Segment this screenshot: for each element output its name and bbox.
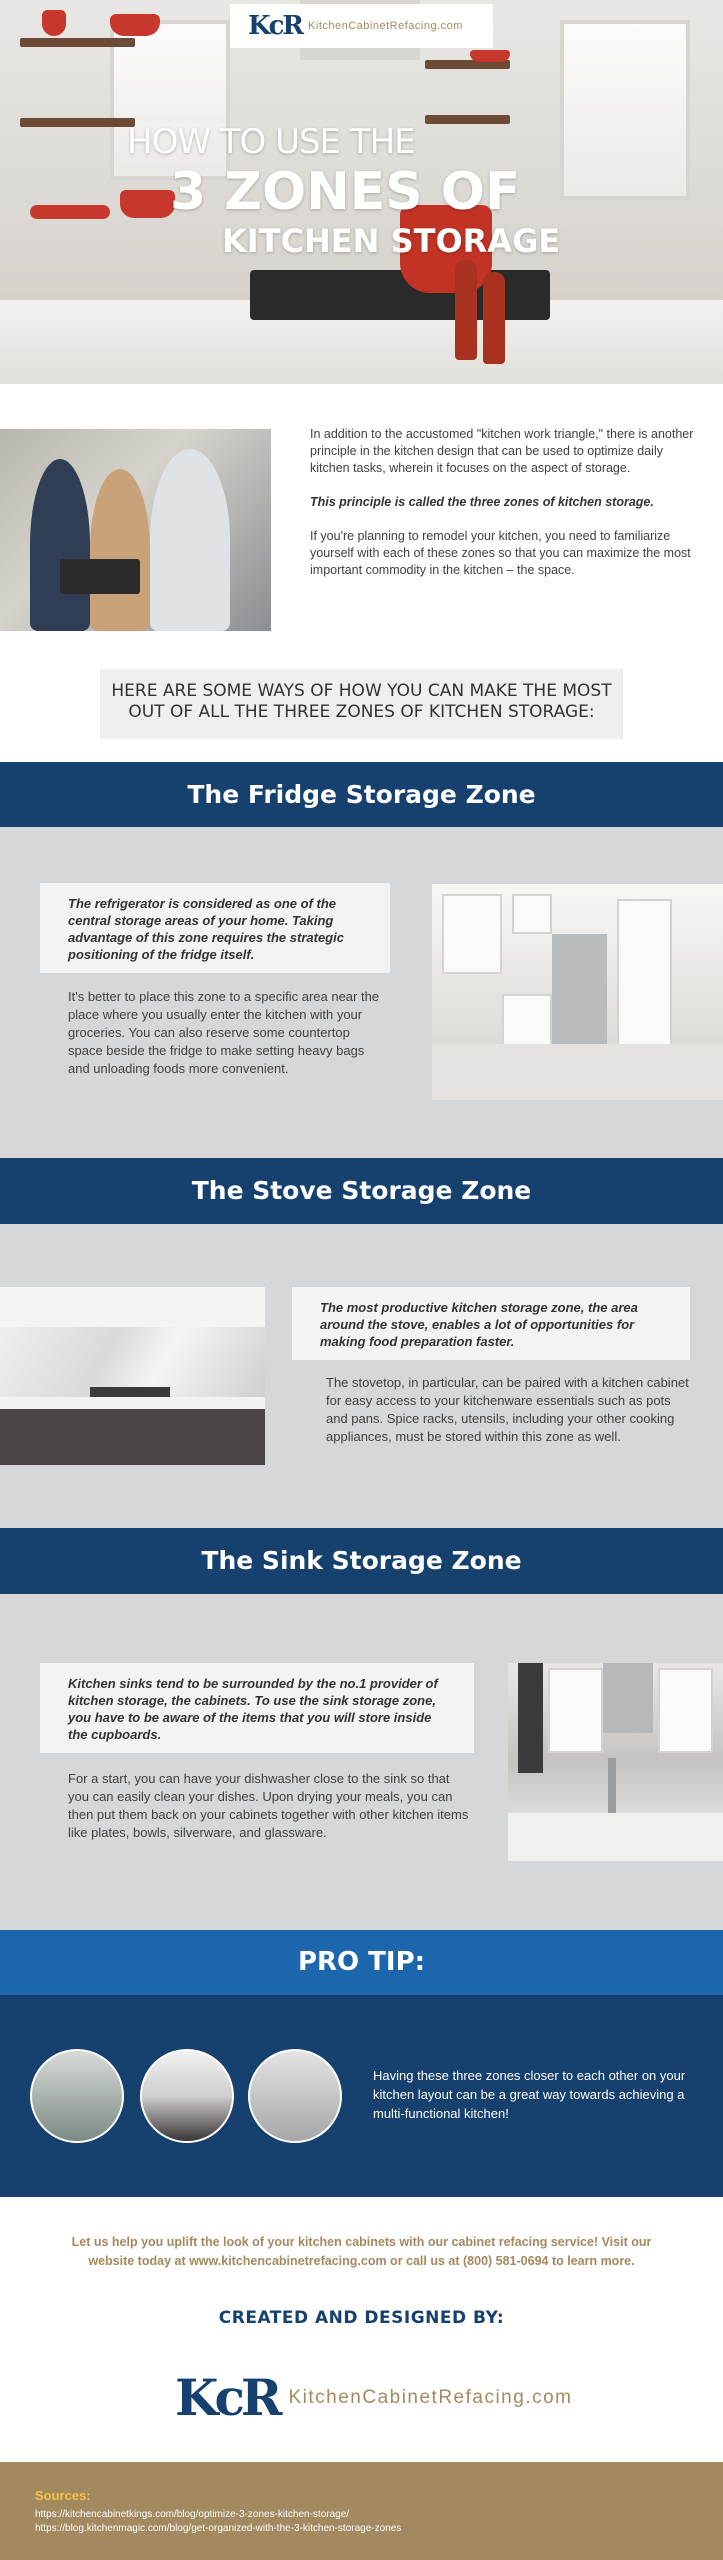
person [90,469,150,631]
zone-quote-sink: Kitchen sinks tend to be surrounded by the no.1 provider of kitchen storage, the cabinets. To use the sink storage zone, you have to be aware of the items that you will store inside the cupboards. [40,1663,474,1753]
window-right [560,20,690,200]
zone-title-stove: The Stove Storage Zone [0,1158,723,1224]
zone-body-stove: The stovetop, in particular, can be paired with a kitchen cabinet for easy access to your kitchenware essentials such as pots and pans. Spice racks, utensils, including your other cooking appliances, must be stored within this zone as well. [326,1375,689,1444]
source-link[interactable]: https://kitchencabinetkings.com/blog/optimize-3-zones-kitchen-storage/ [35,2509,350,2520]
hero-title-line1: HOW TO USE THE [127,122,415,162]
zone-photo-sink [508,1663,723,1861]
header-logo[interactable] [230,4,493,48]
pro-tip-photo-fridge [30,2049,124,2143]
zone-title-sink: The Sink Storage Zone [0,1528,723,1594]
stove [250,270,550,320]
pro-tip-text: Having these three zones closer to each other on your kitchen layout can be a great way towards achieving a multi-functional kitchen! [373,2068,686,2121]
footer-logo[interactable] [175,2368,573,2427]
range-hood [603,1663,653,1733]
intro-paragraph: If you're planning to remodel your kitchen, you need to familiarize yourself with each of these zones so that you can maximize the most important commodity in the kitchen – the space. [310,529,691,577]
zone-title-fridge: The Fridge Storage Zone [0,762,723,827]
pepper-grinder [455,260,477,360]
cabinet [658,1668,713,1753]
sources-footer [0,2462,723,2560]
shelf [425,115,510,124]
pepper-grinder [483,272,505,364]
red-pot [42,10,66,36]
cabinet [512,894,552,934]
hero-title-line3: KITCHEN STORAGE [222,222,561,260]
pro-tip-photo-sink [248,2049,342,2143]
red-pot [470,50,510,62]
cooktop [90,1387,170,1397]
logo-text: KitchenCabinetRefacing.com [288,2386,573,2408]
cabinet [548,1668,603,1753]
logo-mark: KcR [248,11,303,41]
intro-photo-family [0,429,271,631]
call-to-action[interactable]: Let us help you uplift the look of your kitchen cabinets with our cabinet refacing service! Visit our website today at www.kitchencabinetrefacing.com or call us at (800) 581-0694 to learn more. [71,2235,652,2268]
counter [0,1397,265,1409]
zone-quote-fridge: The refrigerator is considered as one of the central storage areas of your home. Taking advantage of this zone requires the strategic positioning of the fridge itself. [40,883,390,973]
pro-tip-photo-stove [140,2049,234,2143]
shelf [20,118,135,127]
intro-highlight: This principle is called the three zones of kitchen storage. [310,495,654,509]
zone-body-fridge: It's better to place this zone to a specific area near the place where you usually enter the kitchen with your groceries. You can also reserve some countertop space beside the fridge to make setting heavy bags and unloading foods more convenient. [68,989,380,1076]
person [30,459,90,631]
logo-mark: KcR [175,2368,279,2427]
upper-cabinets [0,1287,265,1327]
counter [508,1813,723,1861]
zone-body-sink: For a start, you can have your dishwasher close to the sink so that you can easily clean your dishes. Upon drying your meals, you can then put them back on your cabinets together with other kitchen items like plates, bowls, silverware, and glassware. [68,1771,469,1840]
shelf [20,38,135,47]
created-by-heading: CREATED AND DESIGNED BY: [218,2308,505,2328]
intro-text [310,426,695,596]
floor [432,1044,723,1100]
ways-heading: HERE ARE SOME WAYS OF HOW YOU CAN MAKE THE MOST OUT OF ALL THE THREE ZONES OF KITCHEN STORAGE: [100,669,623,739]
cabinet [617,899,672,1049]
red-pot [110,14,160,36]
refrigerator [552,934,607,1044]
sources-label: Sources: [35,2488,91,2503]
zone-photo-fridge [432,884,723,1100]
lower-cabinets [0,1409,265,1465]
red-pan [30,205,110,219]
hero-title-line2: 3 ZONES OF [170,162,521,222]
zone-photo-stove [0,1287,265,1465]
cabinet [442,894,502,974]
tall-cabinet [518,1663,543,1773]
pro-tip-title: PRO TIP: [0,1930,723,1995]
faucet [608,1758,616,1818]
zone-quote-stove: The most productive kitchen storage zone, the area around the stove, enables a lot of opportunities for making food preparation faster. [292,1287,690,1360]
logo-text: KitchenCabinetRefacing.com [308,20,463,32]
source-link[interactable]: https://blog.kitchenmagic.com/blog/get-organized-with-the-3-kitchen-storage-zones [35,2523,402,2534]
intro-paragraph: In addition to the accustomed "kitchen work triangle," there is another principle in the kitchen design that can be used to optimize daily kitchen tasks, wherein it focuses on the aspect of storage. [310,427,694,475]
person [150,449,230,631]
hero-banner [0,0,723,384]
tablet [60,559,140,594]
red-pot [120,190,175,218]
